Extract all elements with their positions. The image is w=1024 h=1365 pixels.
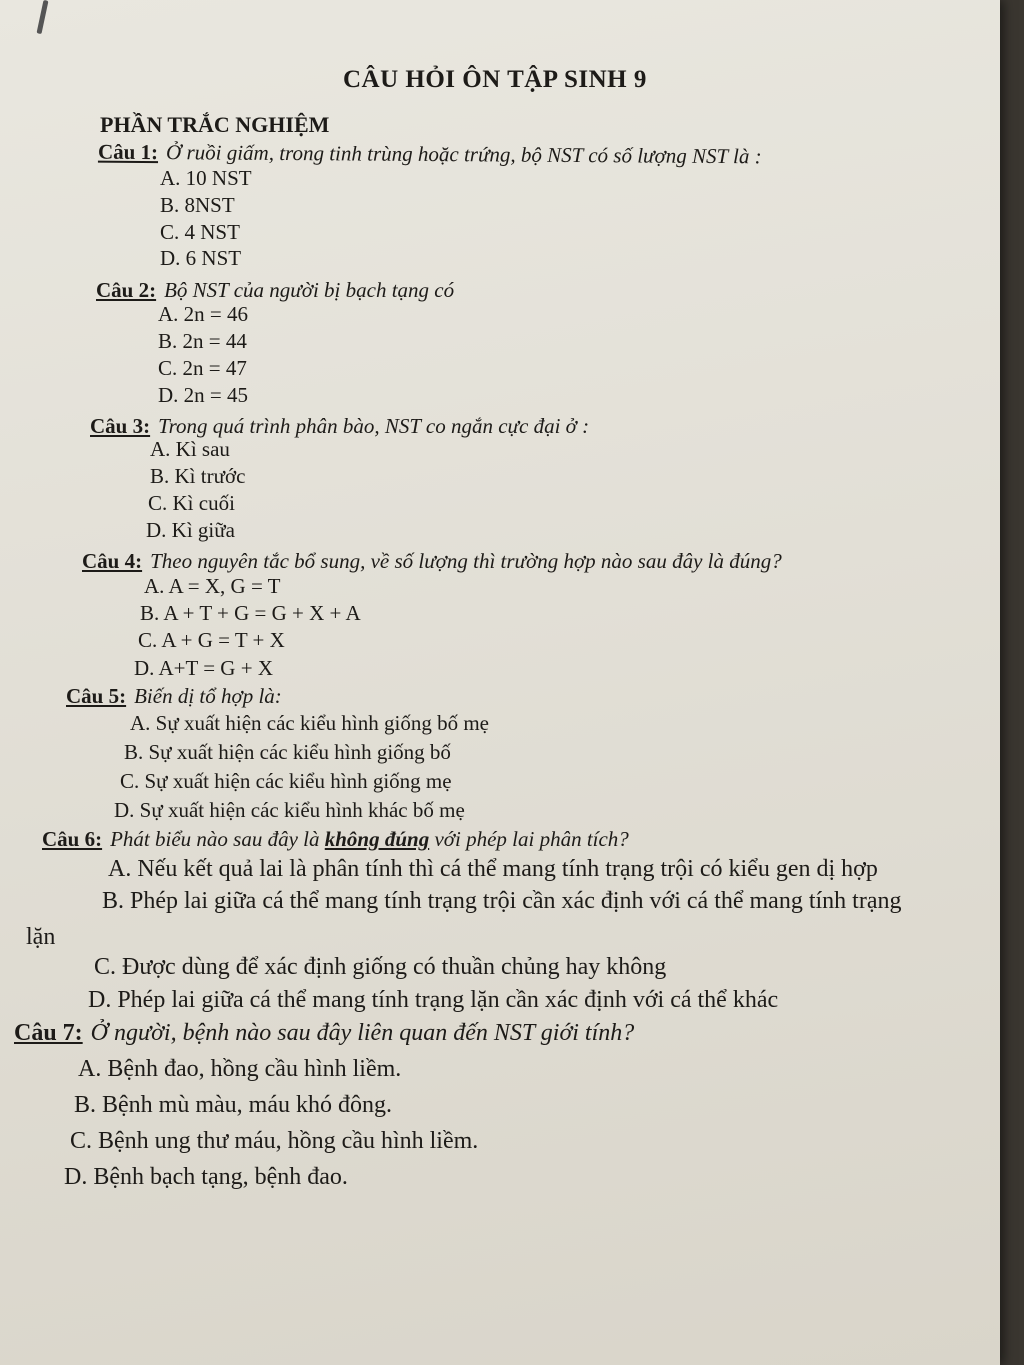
option-7b: B. Bệnh mù màu, máu khó đông. <box>74 1092 392 1118</box>
option-2b: B. 2n = 44 <box>158 329 247 353</box>
question-label: Câu 4: <box>82 549 143 573</box>
question-text-emphasis: không đúng <box>324 827 430 851</box>
question-text: Biến dị tổ hợp là: <box>134 684 282 708</box>
option-2c: C. 2n = 47 <box>158 356 247 380</box>
question-7 <box>14 1020 634 1047</box>
question-text: Ở ruồi giấm, trong tinh trùng hoặc trứng, bộ NST có số lượng NST là : <box>166 140 762 169</box>
option-3c: C. Kì cuối <box>148 491 235 515</box>
question-text-after: với phép lai phân tích? <box>434 827 629 851</box>
question-text: Trong quá trình phân bào, NST co ngắn cực đại ở : <box>158 414 590 438</box>
option-7a: A. Bệnh đao, hồng cầu hình liềm. <box>78 1056 402 1082</box>
option-4a: A. A = X, G = T <box>144 574 281 598</box>
option-2a: A. 2n = 46 <box>158 302 249 326</box>
page-title: CÂU HỎI ÔN TẬP SINH 9 <box>343 66 647 93</box>
option-3d: D. Kì giữa <box>146 518 235 542</box>
option-4b: B. A + T + G = G + X + A <box>140 601 361 625</box>
option-6b: B. Phép lai giữa cá thể mang tính trạng trội cần xác định với cá thể mang tính trạng <box>102 888 902 914</box>
bleed-through-text <box>650 115 1000 1276</box>
question-6 <box>42 827 629 852</box>
option-1c: C. 4 NST <box>160 220 240 244</box>
option-7c: C. Bệnh ung thư máu, hồng cầu hình liềm. <box>70 1128 479 1154</box>
question-2 <box>96 278 454 303</box>
question-label: Câu 3: <box>90 414 151 438</box>
option-1d: D. 6 NST <box>160 246 242 270</box>
question-3 <box>90 414 589 439</box>
question-text-before: Phát biểu nào sau đây là <box>110 827 320 851</box>
question-text: Theo nguyên tắc bổ sung, về số lượng thì trường hợp nào sau đây là đúng? <box>150 549 782 573</box>
option-4c: C. A + G = T + X <box>138 628 285 652</box>
option-1b: B. 8NST <box>160 193 235 217</box>
pen-mark <box>37 0 49 34</box>
option-5c: C. Sự xuất hiện các kiểu hình giống mẹ <box>120 769 452 793</box>
option-7d: D. Bệnh bạch tạng, bệnh đao. <box>64 1164 348 1190</box>
question-4 <box>82 549 782 574</box>
option-3a: A. Kì sau <box>150 437 230 461</box>
option-3b: B. Kì trước <box>150 464 246 488</box>
question-text: Ở người, bệnh nào sau đây liên quan đến NST giới tính? <box>90 1020 635 1046</box>
question-5 <box>66 684 282 709</box>
question-label: Câu 2: <box>96 278 157 302</box>
question-label: Câu 6: <box>42 827 103 851</box>
option-5b: B. Sự xuất hiện các kiểu hình giống bố <box>124 740 451 764</box>
option-6c: C. Được dùng để xác định giống có thuần chủng hay không <box>94 954 667 980</box>
option-2d: D. 2n = 45 <box>158 383 249 407</box>
option-1a: A. 10 NST <box>160 166 252 190</box>
question-label: Câu 7: <box>14 1020 83 1046</box>
question-label: Câu 1: <box>97 139 159 165</box>
question-text: Bộ NST của người bị bạch tạng có <box>164 278 455 302</box>
option-4d: D. A+T = G + X <box>134 656 273 680</box>
option-6d: D. Phép lai giữa cá thể mang tính trạng lặn cần xác định với cá thể khác <box>88 987 779 1013</box>
question-1 <box>98 140 762 170</box>
option-5d: D. Sự xuất hiện các kiểu hình khác bố mẹ <box>114 798 465 822</box>
option-6a: A. Nếu kết quả lai là phân tính thì cá thể mang tính trạng trội có kiểu gen dị hợp <box>108 856 878 882</box>
option-6b-continuation: lặn <box>26 924 56 950</box>
option-5a: A. Sự xuất hiện các kiểu hình giống bố mẹ <box>130 711 489 735</box>
question-label: Câu 5: <box>66 684 127 708</box>
section-heading: PHẦN TRẮC NGHIỆM <box>100 112 330 137</box>
